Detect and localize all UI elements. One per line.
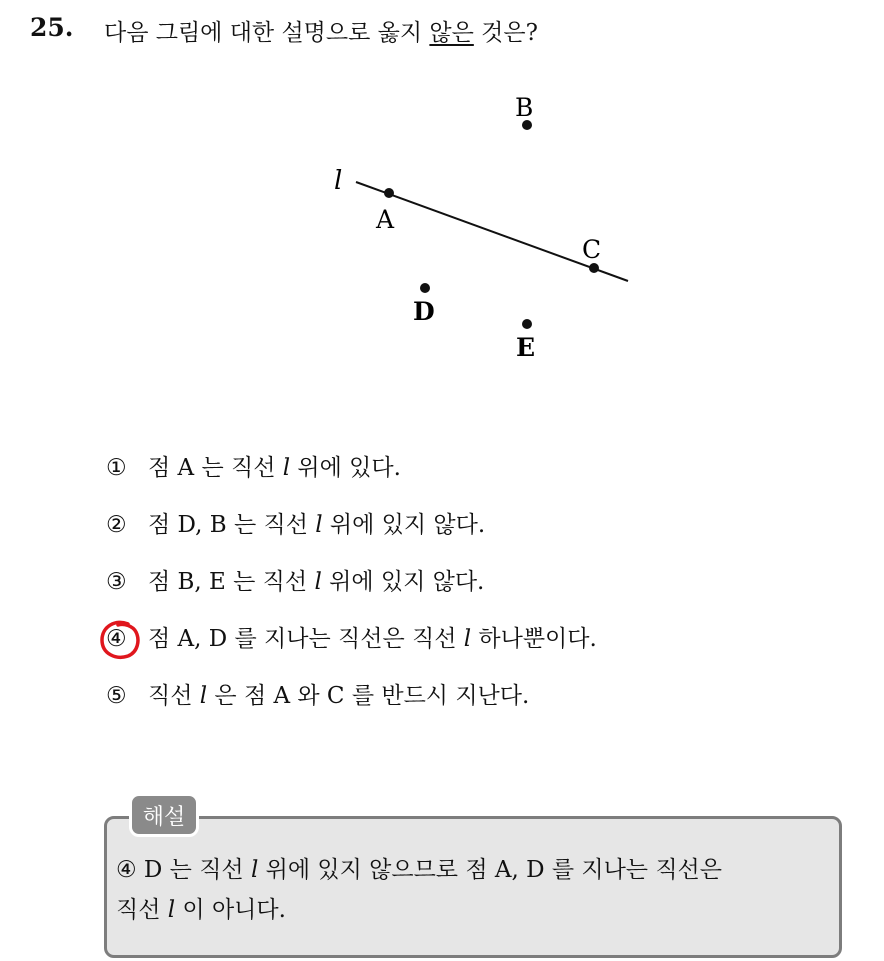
point-d (420, 283, 430, 293)
point-a (384, 188, 394, 198)
choice-2-text (148, 512, 485, 538)
point-e-label: E (516, 333, 536, 362)
choice-3-mark: ③ (106, 569, 127, 595)
choice-2-line-symbol: l (315, 512, 323, 538)
choice-2-part: 점 D, B 는 직선 (148, 512, 316, 538)
question-underlined-word: 않은 (429, 20, 474, 46)
explanation-line-symbol: l (167, 897, 176, 923)
choice-3-part: 점 B, E 는 직선 (148, 569, 315, 595)
choice-5-part: 은 점 A 와 C 를 반드시 지난다. (207, 683, 530, 709)
geometry-figure (0, 0, 884, 420)
point-d-label: D (413, 297, 435, 326)
question-number: 25. (30, 13, 74, 42)
choice-5-mark: ⑤ (106, 683, 127, 709)
point-c-label: C (582, 235, 602, 264)
choice-5[interactable] (106, 679, 529, 713)
choice-1-line-symbol: l (282, 455, 291, 481)
explanation-part: 이 아니다. (175, 897, 286, 923)
explanation-text (116, 850, 828, 930)
choice-5-part: 직선 (148, 683, 200, 709)
line-l (356, 182, 628, 281)
point-a-label: A (376, 205, 395, 234)
explanation-part: 직선 (116, 897, 168, 923)
point-c (589, 263, 599, 273)
point-e (522, 319, 532, 329)
point-b-label: B (515, 93, 534, 122)
choice-5-line-symbol: l (199, 683, 208, 709)
choice-1[interactable] (106, 451, 401, 485)
choice-4[interactable] (106, 622, 597, 656)
choice-3-line-symbol: l (314, 569, 322, 595)
choice-4-part: 하나뿐이다. (471, 626, 597, 652)
explanation-line-symbol: l (250, 857, 259, 883)
choice-3[interactable] (106, 565, 484, 599)
question-text-after: 것은? (473, 20, 538, 46)
answer-circle-mark (98, 618, 142, 662)
choice-1-mark: ① (106, 455, 127, 481)
explanation-part: ④ D 는 직선 (116, 857, 251, 883)
choice-2[interactable] (106, 508, 485, 542)
line-l-label: l (334, 166, 343, 196)
choice-2-mark: ② (106, 512, 127, 538)
choice-4-part: 점 A, D 를 지나는 직선은 직선 (148, 626, 464, 652)
question-text-before: 다음 그림에 대한 설명으로 옳지 (104, 20, 430, 46)
choice-4-text (148, 626, 597, 652)
choice-3-text (148, 569, 484, 595)
explanation-line-1 (116, 850, 828, 890)
choice-4-line-symbol: l (463, 626, 472, 652)
choice-5-text (148, 683, 529, 709)
choice-1-part: 점 A 는 직선 (148, 455, 283, 481)
choice-1-text (148, 455, 401, 481)
explanation-tag: 해설 (129, 793, 199, 837)
explanation-line-2 (116, 890, 828, 930)
choice-4-mark: ④ (106, 626, 127, 652)
choice-3-part: 위에 있지 않다. (321, 569, 485, 595)
explanation-part: 위에 있지 않으므로 점 A, D 를 지나는 직선은 (258, 857, 722, 883)
choice-1-part: 위에 있다. (290, 455, 401, 481)
choice-2-part: 위에 있지 않다. (322, 512, 486, 538)
